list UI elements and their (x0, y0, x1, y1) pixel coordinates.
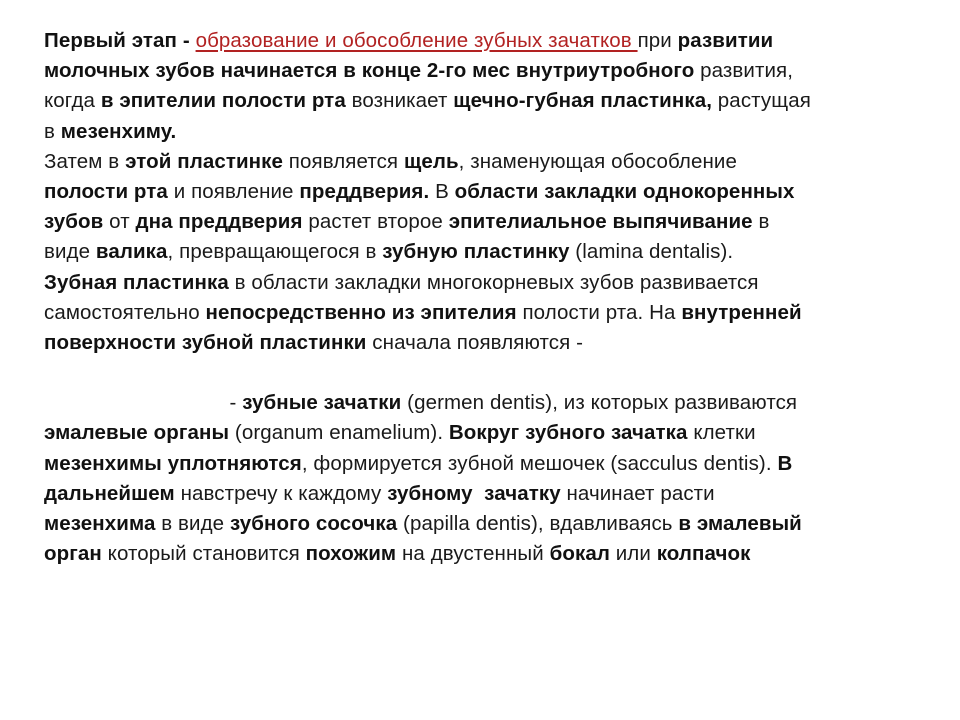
bold-span: орган (44, 542, 102, 566)
bold-span: в эмалевый (678, 512, 802, 535)
blank-line (44, 358, 924, 388)
bold-span: развитии (677, 29, 774, 52)
text-span: виде (44, 240, 96, 264)
bold-span: преддверия. (299, 179, 430, 203)
bold-span: Вокруг зубного зачатка (448, 421, 688, 445)
bold-span: зубов (44, 210, 104, 234)
bold-span: Первый этап - (44, 29, 196, 52)
bold-span: зубного сосочка (229, 512, 398, 535)
text-span: навстречу к каждому (174, 481, 388, 505)
bold-span: дна преддверия (135, 210, 303, 234)
text-span: сначала появляются - (366, 330, 584, 354)
text-span: развития, (694, 59, 793, 83)
bold-span: эмалевые органы (44, 421, 230, 445)
text-line-15 (44, 479, 924, 509)
text-span: когда (44, 89, 101, 113)
text-line-13 (44, 418, 924, 448)
bold-span: этой пластинке (125, 149, 284, 173)
bold-span: молочных зубов начинается в конце 2-го мес внутриутробного (44, 59, 695, 83)
bold-span: зубному зачатку (387, 481, 561, 505)
bold-span: похожим (305, 542, 397, 566)
highlighted-term: образование и обособление зубных зачатков (195, 29, 638, 52)
bold-span: поверхности зубной пластинки (44, 330, 367, 354)
bold-span: в эпителии полости рта (100, 89, 346, 113)
text-span: в виде (155, 512, 230, 535)
text-line-12 (44, 388, 924, 418)
bold-span: области закладки однокоренных (454, 179, 795, 203)
text-span: полости рта. На (516, 300, 682, 324)
text-line-7 (44, 207, 924, 237)
bold-span: валика (95, 240, 168, 264)
bold-span: мезенхиму. (60, 119, 177, 143)
text-span: самостоятельно (44, 300, 206, 324)
text-line-2 (44, 56, 924, 86)
bold-span: дальнейшем (44, 481, 175, 505)
text-span: растущая (712, 89, 811, 113)
text-span: , формируется зубной мешочек (sacculus dentis). (301, 451, 778, 475)
text-span: клетки (687, 421, 756, 445)
text-span: (germen dentis), из которых развиваются (401, 391, 798, 415)
text-span: Затем в (44, 149, 126, 173)
text-line-14 (44, 449, 924, 479)
text-span: , знаменующая обособление (458, 149, 737, 173)
bold-span: В (777, 451, 793, 475)
text-line-4 (44, 117, 924, 147)
text-span: который становится (101, 542, 306, 566)
text-line-16 (44, 509, 924, 539)
text-span: начинает расти (560, 481, 715, 505)
bold-span: зубную пластинку (382, 240, 570, 264)
bold-span: колпачок (656, 542, 751, 566)
text-line-1 (44, 26, 924, 56)
text-line-3 (44, 86, 924, 116)
bold-span: Зубная пластинка (44, 270, 229, 294)
text-span: - (44, 391, 243, 415)
bold-span: щечно-губная пластинка, (453, 89, 713, 113)
text-line-5 (44, 147, 924, 177)
text-span: на двустенный (396, 542, 550, 566)
bold-span: внутренней (681, 300, 802, 324)
bold-span: непосредственно из эпителия (205, 300, 517, 324)
text-span: появляется (283, 149, 404, 173)
text-line-11 (44, 328, 924, 358)
text-line-10 (44, 298, 924, 328)
text-span: и появление (167, 179, 300, 203)
text-span: (lamina dentalis). (569, 240, 734, 264)
text-span: возникает (345, 89, 454, 113)
text-line-17 (44, 539, 924, 569)
text-span: (papilla dentis), вдавливаясь (397, 512, 679, 535)
text-line-8 (44, 237, 924, 267)
bold-span: зубные зачатки (242, 391, 402, 415)
text-line-9 (44, 268, 924, 298)
text-span: в (752, 210, 770, 234)
text-span: , превращающегося в (167, 240, 383, 264)
bold-span: щель (403, 149, 459, 173)
text-span: растет второе (302, 210, 449, 234)
text-span: при (637, 29, 678, 52)
slide-body-text (44, 26, 924, 569)
bold-span: бокал (549, 542, 610, 566)
text-span: (organum enamelium). (229, 421, 449, 445)
bold-span: мезенхимы уплотняются (44, 451, 302, 475)
text-line-6 (44, 177, 924, 207)
bold-span: эпителиальное выпячивание (448, 210, 753, 234)
text-span: или (609, 542, 657, 566)
text-span: в области закладки многокорневых зубов развивается (228, 270, 759, 294)
text-span: от (103, 210, 136, 234)
bold-span: мезенхима (44, 512, 156, 535)
text-span: в (44, 119, 61, 143)
bold-span: полости рта (44, 179, 168, 203)
text-span: В (429, 179, 455, 203)
